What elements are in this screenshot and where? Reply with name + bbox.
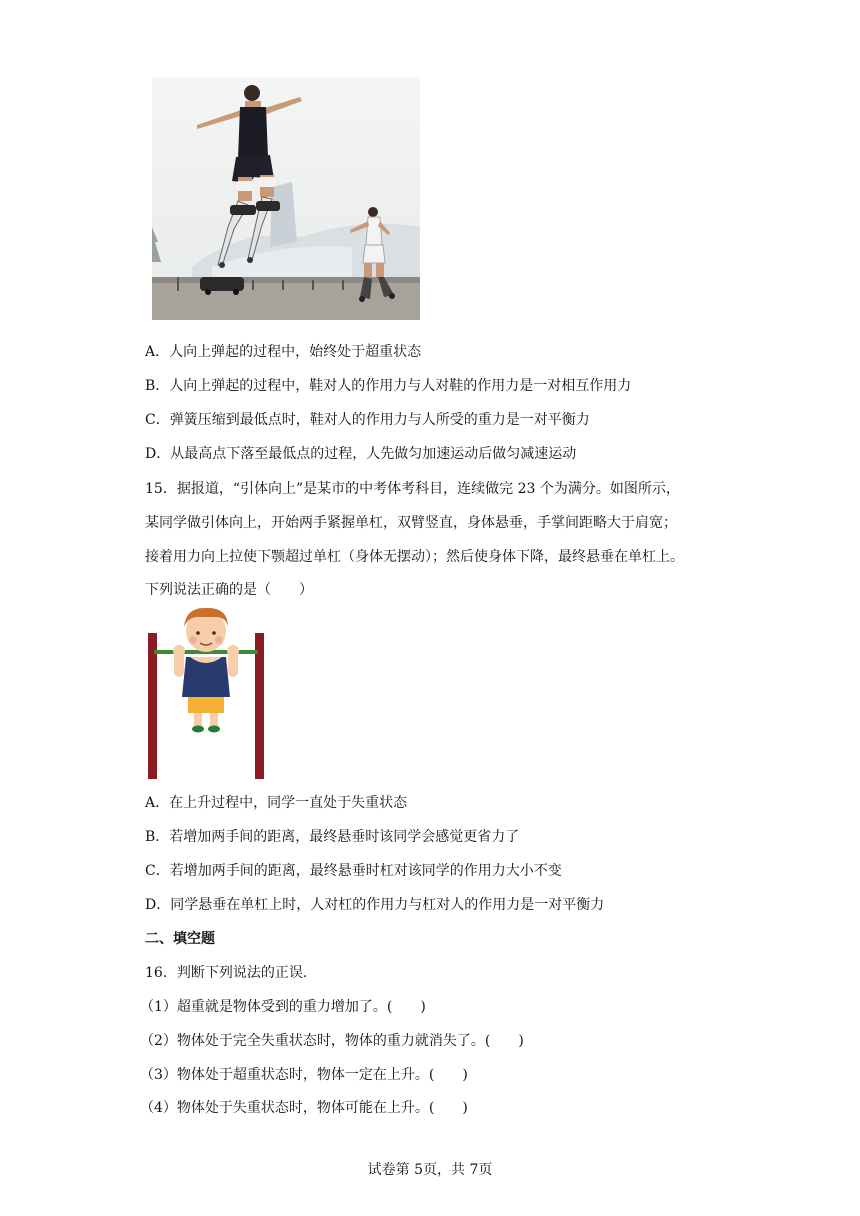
q15-stem-line-2: 某同学做引体向上，开始两手紧握单杠，双臂竖直，身体悬垂，手掌间距略大于肩宽；: [145, 515, 677, 531]
q14-option-d: D．从最高点下落至最低点的过程，人先做匀加速运动后做匀减速运动: [145, 446, 577, 462]
q14-option-c: C．弹簧压缩到最低点时，鞋对人的作用力与人所受的重力是一对平衡力: [145, 412, 590, 428]
section-heading-fill-in: 二、填空题: [145, 931, 215, 947]
q14-option-a: A．人向上弹起的过程中，始终处于超重状态: [145, 344, 422, 360]
q15-option-b: B．若增加两手间的距离，最终悬垂时该同学会感觉更省力了: [145, 829, 520, 845]
q16-stem: 16．判断下列说法的正误.: [145, 965, 308, 981]
pull-up-boy-illustration: [144, 605, 270, 781]
q15-stem-line-4: 下列说法正确的是（ ）: [145, 582, 313, 598]
q15-stem-line-1: 15．据报道，“引体向上”是某市的中考体考科目，连续做完 23 个为满分。如图所示，: [145, 481, 680, 497]
q16-item-2: （2）物体处于完全失重状态时，物体的重力就消失了。( ): [140, 1033, 524, 1049]
q15-stem-line-3: 接着用力向上拉使下颚超过单杠（身体无摆动）；然后使身体下降，最终悬垂在单杠上。: [145, 549, 684, 565]
q15-option-d: D．同学悬垂在单杠上时，人对杠的作用力与杠对人的作用力是一对平衡力: [145, 897, 605, 913]
q16-item-1: （1）超重就是物体受到的重力增加了。( ): [140, 999, 426, 1015]
q14-option-b: B．人向上弹起的过程中，鞋对人的作用力与人对鞋的作用力是一对相互作用力: [145, 378, 632, 394]
q15-option-c: C．若增加两手间的距离，最终悬垂时杠对该同学的作用力大小不变: [145, 863, 562, 879]
q16-item-3: （3）物体处于超重状态时，物体一定在上升。( ): [140, 1067, 468, 1083]
page-footer: 试卷第 5页，共 7页: [367, 1162, 493, 1178]
q16-item-4: （4）物体处于失重状态时，物体可能在上升。( ): [140, 1100, 468, 1116]
pogo-stick-jumpers-photo: [152, 77, 420, 320]
q15-option-a: A．在上升过程中，同学一直处于失重状态: [145, 795, 408, 811]
